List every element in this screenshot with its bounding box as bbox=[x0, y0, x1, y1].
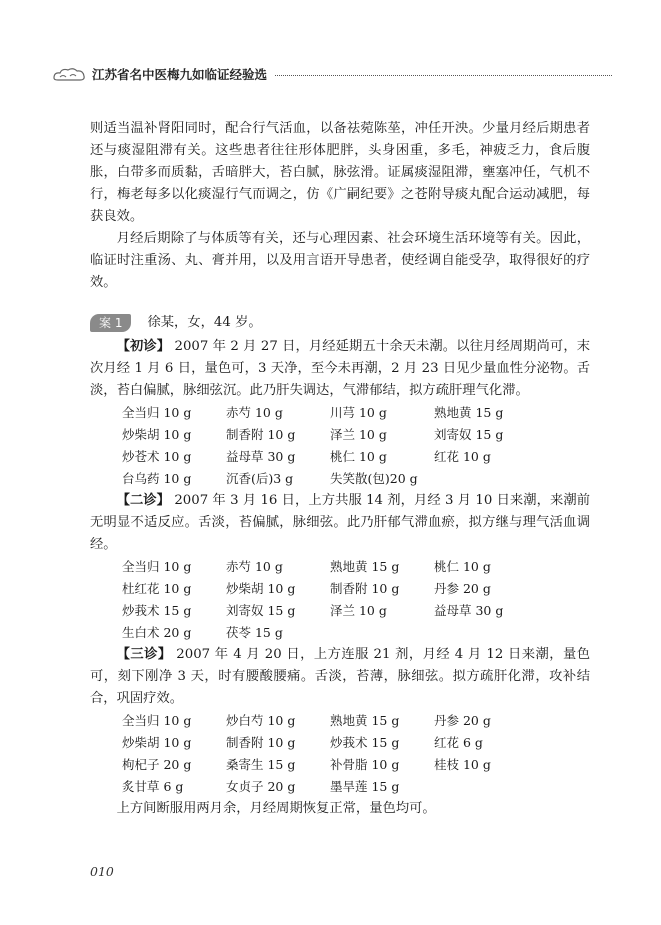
running-header bbox=[52, 63, 612, 85]
herb-item: 炒莪术 15 g bbox=[330, 735, 400, 750]
case-heading bbox=[90, 312, 590, 334]
herb-item: 制香附 10 g bbox=[330, 581, 400, 596]
herb-item: 墨旱莲 15 g bbox=[330, 779, 400, 794]
visit-1-prescription bbox=[122, 402, 590, 490]
herb-item: 炒柴胡 10 g bbox=[122, 427, 192, 442]
herb-item: 炒苍术 10 g bbox=[122, 449, 192, 464]
herb-item: 刘寄奴 15 g bbox=[226, 603, 296, 618]
herb-item: 川芎 10 g bbox=[330, 405, 387, 420]
paragraph-1: 则适当温补肾阳同时，配合行气活血，以备祛菀陈莝，冲任开泱。少量月经后期患者还与痰湿阻滞有关。这些患者往往形体肥胖，头身困重，多毛，神疲乏力，食后腹胀，白带多而质黏，舌暗胖大，苔白腻，脉弦滑。证属痰湿阻滞，壅塞冲任，气机不行，梅老每多以化痰湿行气而调之，仿《广嗣纪要》之苍附导痰丸配合运动减肥，每获良效。 bbox=[90, 121, 590, 224]
case-badge: 案 1 bbox=[90, 314, 131, 332]
herb-item: 杜红花 10 g bbox=[122, 581, 192, 596]
herb-item: 炙甘草 6 g bbox=[122, 779, 184, 794]
book-title: 江苏省名中医梅九如临证经验选 bbox=[92, 67, 268, 82]
herb-item: 炒柴胡 10 g bbox=[226, 581, 296, 596]
herb-item: 炒白芍 10 g bbox=[226, 713, 296, 728]
page-body bbox=[90, 118, 590, 820]
herb-item: 制香附 10 g bbox=[226, 735, 296, 750]
herb-item: 全当归 10 g bbox=[122, 559, 192, 574]
herb-item: 泽兰 10 g bbox=[330, 427, 387, 442]
herb-item: 全当归 10 g bbox=[122, 405, 192, 420]
paragraph-2: 月经后期除了与体质等有关，还与心理因素、社会环境生活环境等有关。因此，临证时注重汤、丸、膏并用，以及用言语开导患者，使经调自能受孕，取得很好的疗效。 bbox=[90, 231, 590, 290]
herb-item: 刘寄奴 15 g bbox=[434, 427, 504, 442]
herb-item: 桃仁 10 g bbox=[434, 559, 491, 574]
visit-3-text: 【三诊】 2007 年 4 月 20 日，上方连服 21 剂，月经 4 月 12 日来潮，量色可，刻下刚净 3 天，时有腰酸腰痛。舌淡，苔薄，脉细弦。拟方疏肝化滞，攻补结合，巩固疗效。 bbox=[90, 647, 591, 706]
visit-2-label: 【二诊】 bbox=[116, 493, 171, 508]
herb-item: 赤芍 10 g bbox=[226, 559, 283, 574]
page-number: 010 bbox=[90, 864, 114, 879]
herb-item: 桑寄生 15 g bbox=[226, 757, 296, 772]
visit-2-text: 【二诊】 2007 年 3 月 16 日，上方共服 14 剂，月经 3 月 10 日来潮，来潮前无明显不适反应。舌淡，苔偏腻，脉细弦。此乃肝郁气滞血瘀，拟方继与理气活血调经。 bbox=[90, 493, 591, 552]
visit-1-text: 【初诊】 2007 年 2 月 27 日，月经延期五十余天未潮。以往月经周期尚可，末次月经 1 月 6 日，量色可，3 天净，至今未再潮，2 月 23 日见少量血性分泌物。舌淡，苔白偏腻，脉细弦沉。此乃肝失调达，气滞郁结，拟方疏肝理气化滞。 bbox=[90, 339, 591, 398]
herb-item: 台乌药 10 g bbox=[122, 471, 192, 486]
herb-item: 茯苓 15 g bbox=[226, 625, 283, 640]
herb-item: 炒柴胡 10 g bbox=[122, 735, 192, 750]
herb-item: 炒莪术 15 g bbox=[122, 603, 192, 618]
herb-item: 生白术 20 g bbox=[122, 625, 192, 640]
herb-item: 赤芍 10 g bbox=[226, 405, 283, 420]
herb-item: 益母草 30 g bbox=[226, 449, 296, 464]
herb-item: 红花 6 g bbox=[434, 735, 483, 750]
herb-item: 制香附 10 g bbox=[226, 427, 296, 442]
patient-info: 徐某，女，44 岁。 bbox=[147, 315, 262, 330]
visit-1-label: 【初诊】 bbox=[116, 339, 171, 354]
visit-3-label: 【三诊】 bbox=[116, 647, 172, 662]
herb-item: 枸杞子 20 g bbox=[122, 757, 192, 772]
header-rule bbox=[275, 75, 612, 76]
case-conclusion: 上方间断服用两月余，月经周期恢复正常，量色均可。 bbox=[116, 801, 436, 816]
herb-item: 沉香(后)3 g bbox=[226, 471, 294, 486]
visit-2-prescription bbox=[122, 556, 590, 644]
herb-item: 丹参 20 g bbox=[434, 581, 491, 596]
herb-item: 失笑散(包)20 g bbox=[330, 471, 418, 486]
herb-item: 熟地黄 15 g bbox=[434, 405, 504, 420]
herb-item: 丹参 20 g bbox=[434, 713, 491, 728]
herb-item: 熟地黄 15 g bbox=[330, 559, 400, 574]
herb-item: 全当归 10 g bbox=[122, 713, 192, 728]
cloud-ornament-icon bbox=[52, 66, 86, 82]
herb-item: 益母草 30 g bbox=[434, 603, 504, 618]
herb-item: 桃仁 10 g bbox=[330, 449, 387, 464]
herb-item: 桂枝 10 g bbox=[434, 757, 491, 772]
herb-item: 熟地黄 15 g bbox=[330, 713, 400, 728]
visit-3-prescription bbox=[122, 710, 590, 798]
herb-item: 补骨脂 10 g bbox=[330, 757, 400, 772]
herb-item: 红花 10 g bbox=[434, 449, 491, 464]
herb-item: 泽兰 10 g bbox=[330, 603, 387, 618]
herb-item: 女贞子 20 g bbox=[226, 779, 296, 794]
